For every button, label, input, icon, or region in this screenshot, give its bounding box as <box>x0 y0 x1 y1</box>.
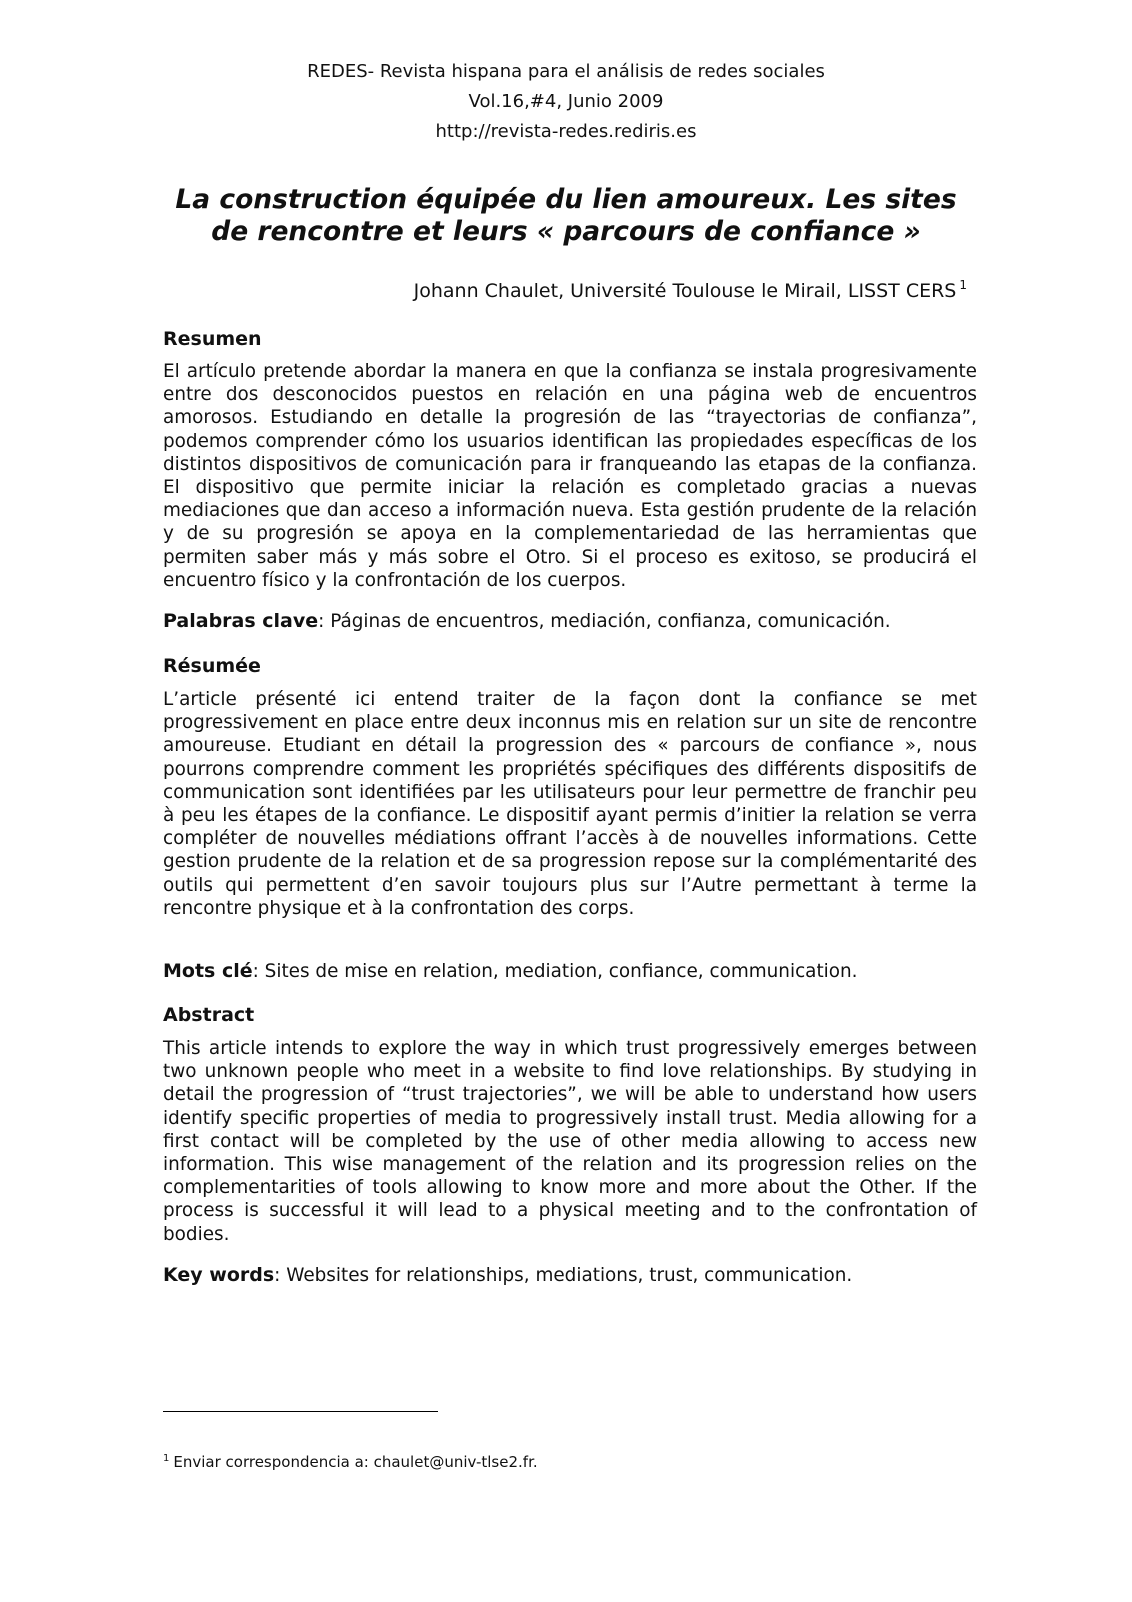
author-name: Johann Chaulet, Université Toulouse le Mirail, LISST CERS <box>413 280 957 302</box>
abstract-body: This article intends to explore the way in which trust progressively emerges between two unknown people who meet in a website to find love relationships. By studying in detail the progression of “trust trajectories”, we will be able to understand how users identify specific properties of media to progressively install trust. Media allowing for a first contact will be completed by the use of other media allowing to access new information. This wise management of the relation and its progression relies on the complementarities of tools allowing to know more and more about the Other. If the process is successful it will lead to a physical meeting and to the confrontation of bodies. <box>163 1038 977 1245</box>
resumee-keywords-text: : Sites de mise en relation, mediation, confiance, communication. <box>252 961 858 982</box>
resumen-body: El artículo pretende abordar la manera en que la confianza se instala progresivamente entre dos desconocidos puestos en relación en una página web de encuentros amorosos. Estudiando en detalle la progresión de las “trayectorias de confianza”, podemos comprender cómo los usuarios identifican las propiedades específicas de los distintos dispositivos de comunicación para ir franqueando las etapas de la confianza. El dispositivo que permite iniciar la relación es completado gracias a nuevas mediaciones que dan acceso a información nueva. Esta gestión prudente de la relación y de su progresión se apoya en la complementariedad de las herramientas que permiten saber más y más sobre el Otro. Si el proceso es exitoso, se producirá el encuentro físico y la confrontación de los cuerpos. <box>163 361 977 591</box>
abstract-keywords <box>163 1263 983 1288</box>
footnote-text: Enviar correspondencia a: chaulet@univ-tlse2.fr. <box>173 1453 538 1471</box>
journal-issue: Vol.16,#4, Junio 2009 <box>468 91 664 112</box>
article-title <box>150 184 982 248</box>
journal-header <box>0 57 1132 147</box>
abstract-keywords-label: Key words <box>163 1264 275 1286</box>
article-title-line-2: de rencontre et leurs « parcours de confiance » <box>211 216 921 247</box>
resumen-keywords-label: Palabras clave <box>163 610 319 632</box>
journal-url: http://revista-redes.rediris.es <box>435 121 697 142</box>
author-footnote-marker: 1 <box>959 278 967 292</box>
article-title-line-1: La construction équipée du lien amoureux. Les sites <box>175 184 957 215</box>
resumen-keywords-text: : Páginas de encuentros, mediación, confianza, comunicación. <box>318 611 891 632</box>
footnote-marker: 1 <box>163 1453 170 1464</box>
resumen-heading: Resumen <box>163 328 262 350</box>
resumen-keywords <box>163 609 983 634</box>
resumee-keywords <box>163 959 983 984</box>
abstract-heading: Abstract <box>163 1004 255 1026</box>
footnote-divider <box>163 1411 438 1412</box>
resumee-heading: Résumée <box>163 655 261 677</box>
resumee-body: L’article présenté ici entend traiter de la façon dont la confiance se met progressivement en place entre deux inconnus mis en relation sur un site de rencontre amoureuse. Etudiant en détail la progression des « parcours de confiance », nous pourrons comprendre comment les propriétés spécifiques des différents dispositifs de communication sont identifiées par les utilisateurs pour leur permettre de franchir peu à peu les étapes de la confiance. Le dispositif ayant permis d’initier la relation se verra compléter de nouvelles médiations offrant l’accès à de nouvelles informations. Cette gestion prudente de la relation et de sa progression repose sur la complémentarité des outils qui permettent d’en savoir toujours plus sur l’Autre permettant à terme la rencontre physique et à la confrontation des corps. <box>163 689 977 919</box>
abstract-keywords-text: : Websites for relationships, mediations, trust, communication. <box>274 1265 853 1286</box>
journal-name: REDES- Revista hispana para el análisis de redes sociales <box>307 61 825 82</box>
resumee-keywords-label: Mots clé <box>163 960 253 982</box>
author-line <box>414 272 967 304</box>
footnote <box>163 1449 538 1472</box>
